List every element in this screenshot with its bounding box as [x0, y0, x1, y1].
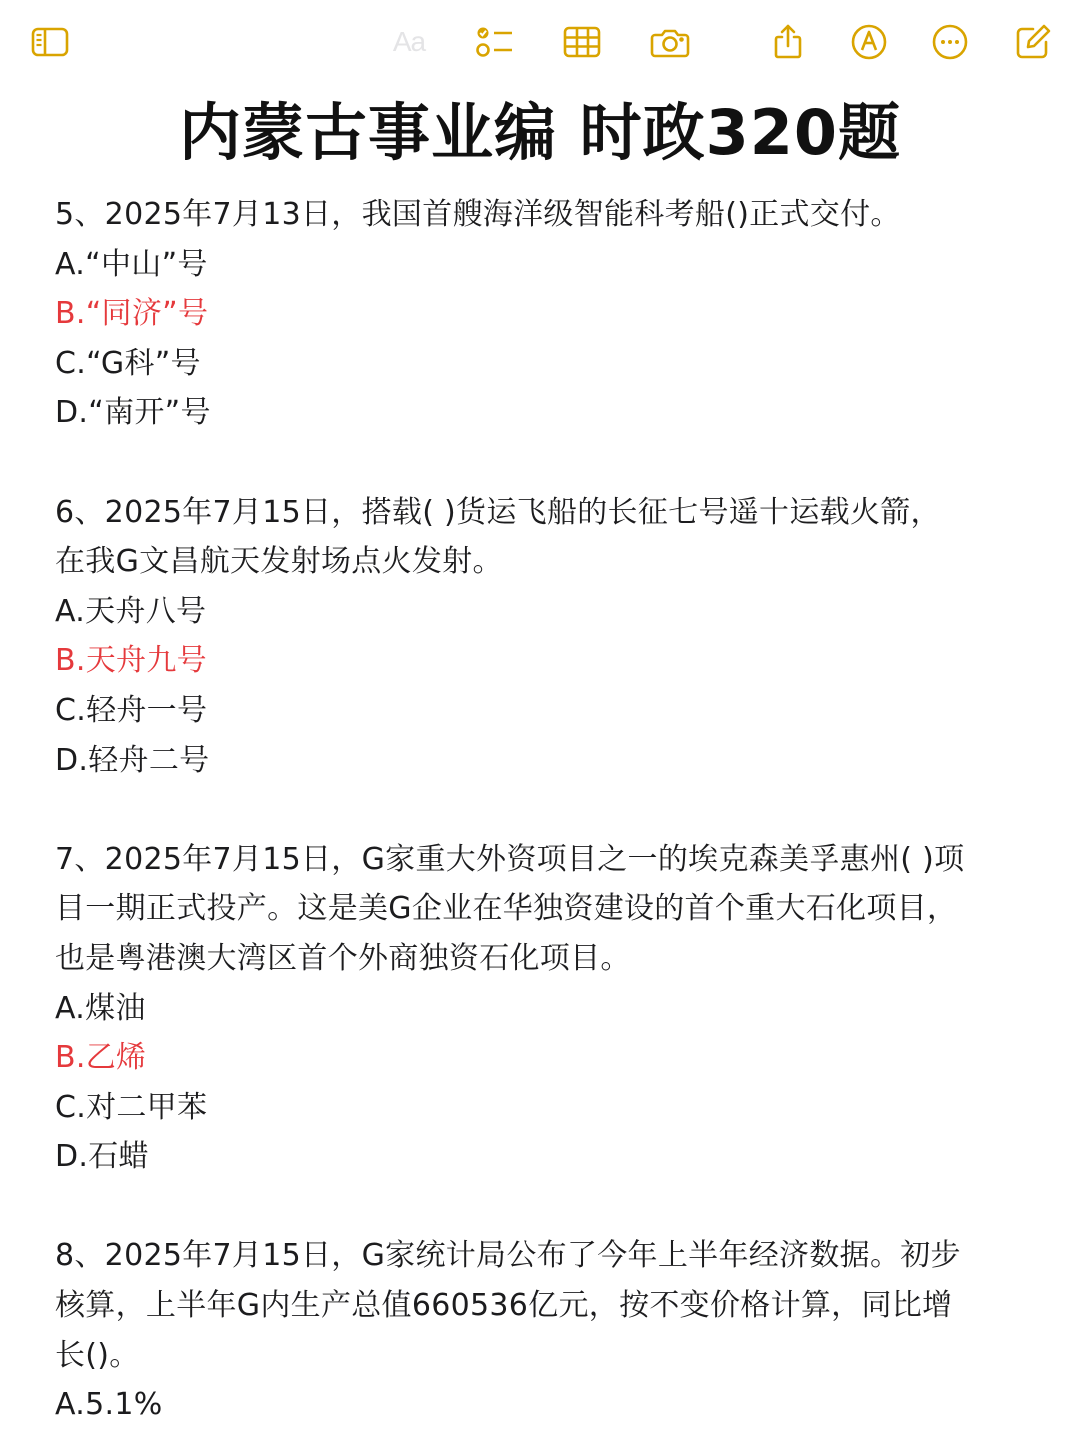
- question-stem-line: 7、2025年7月15日，G家重大外资项目之一的埃克森美孚惠州( )项: [55, 841, 965, 877]
- note-body[interactable]: [55, 190, 1040, 1430]
- note-title: 内蒙古事业编 时政320题: [178, 96, 901, 169]
- markup-pen-icon[interactable]: [849, 22, 889, 62]
- question-block: [55, 190, 1040, 438]
- question-stem-line: 目一期正式投产。这是美G企业在华独资建设的首个重大石化项目，: [55, 891, 958, 927]
- question-stem-line: 5、2025年7月13日，我国首艘海洋级智能科考船()正式交付。: [55, 197, 901, 232]
- camera-icon[interactable]: [650, 22, 690, 62]
- text-format-icon[interactable]: Aa: [392, 26, 426, 57]
- option-c: C.轻舟一号: [55, 692, 208, 728]
- checklist-icon[interactable]: [475, 22, 515, 62]
- question-stem-line: 6、2025年7月15日，搭载( )货运飞船的长征七号遥十运载火箭，: [55, 494, 941, 530]
- option-c: C.“G科”号: [55, 345, 201, 381]
- question-stem-line: 在我G文昌航天发射场点火发射。: [55, 544, 503, 580]
- question-stem-line: 核算，上半年G内生产总值660536亿元，按不变价格计算，同比增: [55, 1288, 953, 1324]
- question-stem-line: 8、2025年7月15日，G家统计局公布了今年上半年经济数据。初步: [55, 1238, 961, 1274]
- blank-line: [55, 438, 1040, 488]
- question-stem-line: 也是粤港澳大湾区首个外商独资石化项目。: [55, 940, 631, 976]
- question-block: [55, 835, 1040, 1182]
- option-d: D.“南开”号: [55, 395, 211, 431]
- option-d: D.石蜡: [55, 1139, 149, 1175]
- sidebar-toggle-icon[interactable]: [30, 22, 70, 62]
- option-b-correct: B.“同济”号: [55, 296, 209, 332]
- option-b-correct: B.天舟九号: [55, 643, 207, 679]
- option-a: A.煤油: [55, 990, 146, 1026]
- blank-line: [55, 785, 1040, 835]
- question-block: [55, 488, 1040, 786]
- option-d: D.轻舟二号: [55, 742, 210, 778]
- option-a: A.“中山”号: [55, 246, 208, 282]
- question-block: [55, 1231, 1040, 1429]
- option-c: C.对二甲苯: [55, 1089, 208, 1125]
- notes-toolbar: [0, 0, 1080, 82]
- compose-icon[interactable]: [1013, 22, 1053, 62]
- more-options-icon[interactable]: [930, 22, 970, 62]
- option-a: A.5.1%: [55, 1387, 163, 1423]
- question-stem-line: 长()。: [55, 1337, 140, 1373]
- option-b-correct: B.乙烯: [55, 1040, 147, 1076]
- table-icon[interactable]: [562, 22, 602, 62]
- blank-line: [55, 1182, 1040, 1232]
- option-a: A.天舟八号: [55, 593, 207, 629]
- share-icon[interactable]: [768, 22, 808, 62]
